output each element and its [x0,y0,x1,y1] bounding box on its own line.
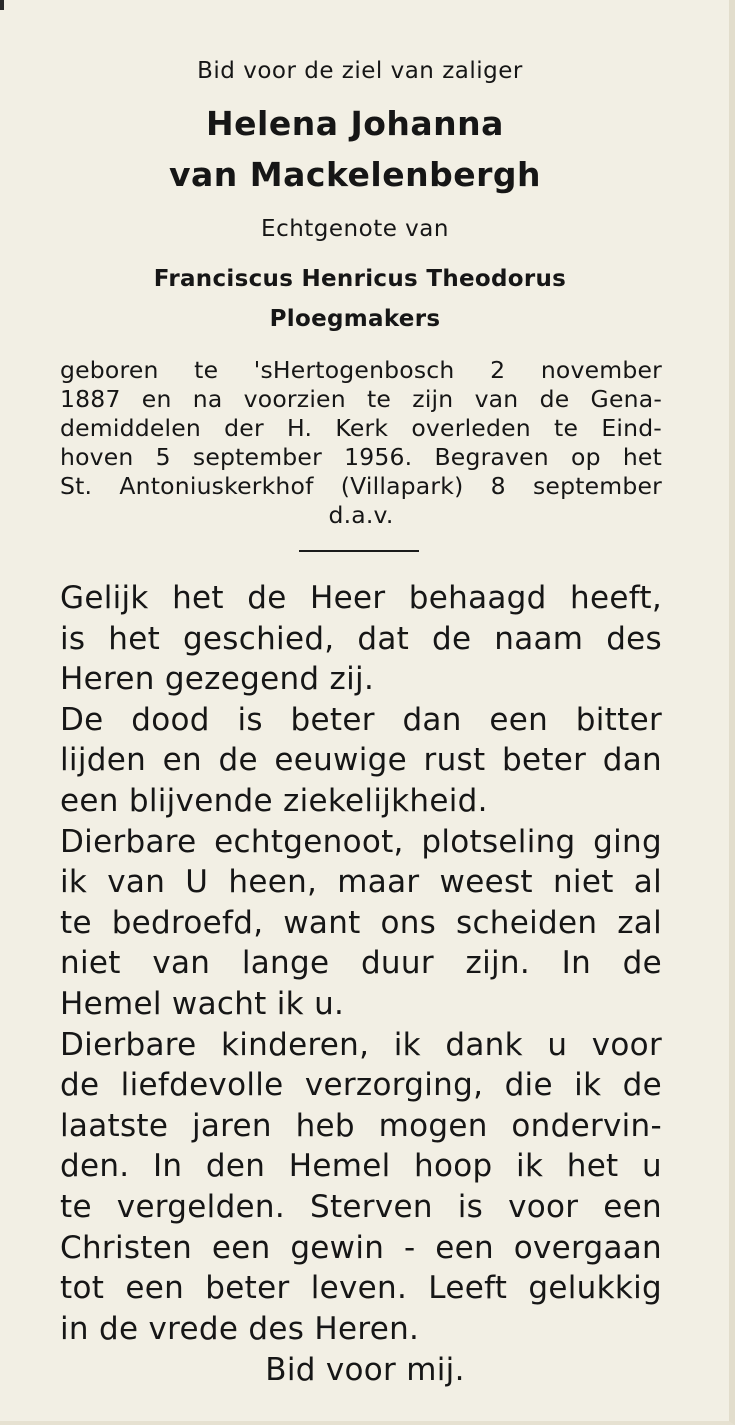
verse-line: te vergelden. Sterven is voor een [60,1188,662,1225]
biography-line: geboren te 'sHertogenbosch 2 november [60,356,662,384]
biography-line: d.a.v. [328,501,394,529]
closing-prayer: Bid voor mij. [265,1352,465,1388]
verse-line: Christen een gewin - een overgaan [60,1229,662,1266]
verse-line: den. In den Hemel hoop ik het u [60,1148,662,1185]
memorial-verse [60,578,662,1349]
verse-line: tot een beter leven. Leeft gelukkig [60,1270,662,1307]
biography-paragraph [60,356,662,530]
spouse-name-line-1: Franciscus Henricus Theodorus [153,266,567,292]
verse-line: laatste jaren heb mogen ondervin- [60,1107,662,1144]
verse-line: De dood is beter dan een bitter [60,701,662,738]
verse-line: in de vrede des Heren. [60,1310,420,1347]
verse-line: Gelijk het de Heer behaagd heeft, [60,580,662,616]
biography-line: 1887 en na voorzien te zijn van de Gena- [60,385,662,413]
verse-line: Heren gezegend zij. [60,661,375,698]
verse-line: te bedroefd, want ons scheiden zal [60,904,662,941]
biography-line: demiddelen der H. Kerk overleden te Eind- [60,414,662,442]
prayer-intro: Bid voor de ziel van zaliger [197,58,523,84]
deceased-name-line-1: Helena Johanna [206,104,504,143]
biography-line: hoven 5 september 1956. Begraven op het [60,443,662,471]
verse-line: Dierbare kinderen, ik dank u voor [60,1026,662,1063]
verse-line: de liefdevolle verzorging, die ik de [60,1067,662,1104]
biography-line: St. Antoniuskerkhof (Villapark) 8 september [60,472,662,500]
verse-line: ik van U heen, maar weest niet al [60,864,662,901]
verse-line: een blijvende ziekelijkheid. [60,782,488,819]
verse-line: niet van lange duur zijn. In de [60,945,662,982]
spouse-label: Echtgenote van [261,216,449,242]
corner-mark [0,0,4,10]
verse-line: Hemel wacht ik u. [60,985,345,1022]
verse-line: lijden en de eeuwige rust beter dan [60,742,662,779]
divider-rule [299,550,419,552]
deceased-name-line-2: van Mackelenbergh [169,155,541,194]
verse-line: is het geschied, dat de naam des [60,620,662,657]
spouse-name-line-2: Ploegmakers [269,306,441,332]
verse-line: Dierbare echtgenoot, plotseling ging [60,823,662,860]
